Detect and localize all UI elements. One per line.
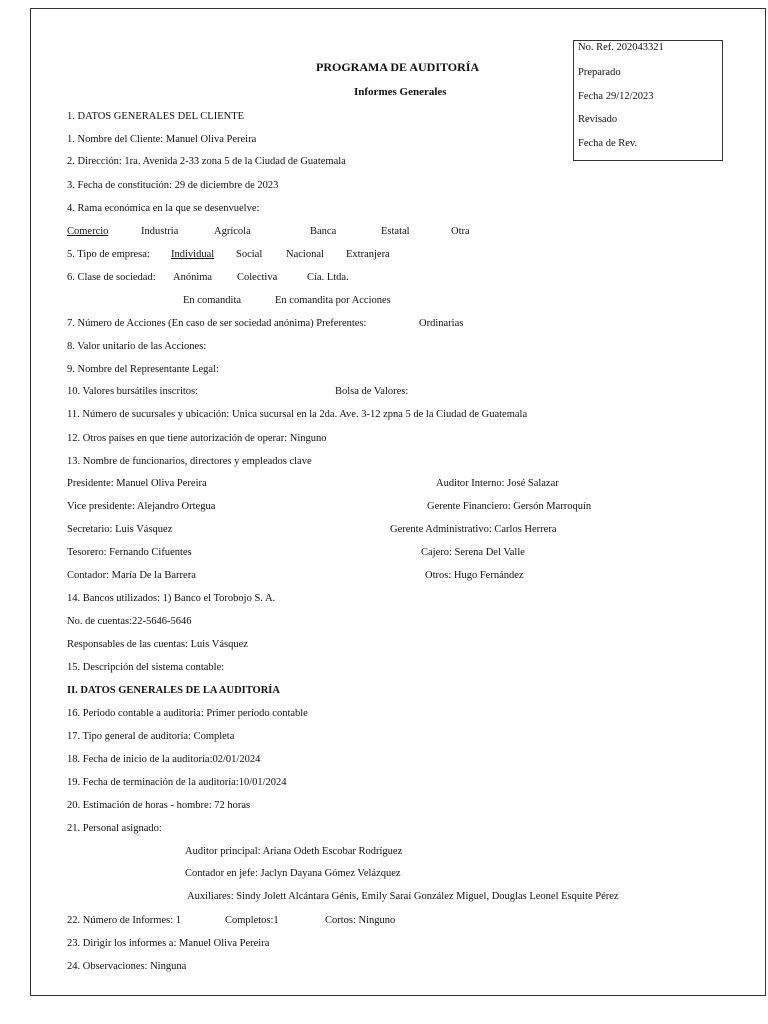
date-label: Fecha 29/12/2023 xyxy=(578,91,654,102)
client-name-line: 1. Nombre del Cliente: Manuel Oliva Pereira xyxy=(67,134,257,145)
shares-ordinary: Ordinarias xyxy=(419,318,464,329)
staff-cashier: Cajero: Serena Del Valle xyxy=(421,547,525,558)
securities-line: 10. Valores bursátiles inscritos: xyxy=(67,386,199,397)
complete-reports: Completos:1 xyxy=(225,915,279,926)
other-countries-line: 12. Otros países en que tiene autorización de operar: Ninguno xyxy=(67,433,327,444)
account-holders-line: Responsables de las cuentas: Luis Vásquez xyxy=(67,639,248,650)
man-hours-line: 20. Estimación de horas - hombre: 72 horas xyxy=(67,800,251,811)
audit-end-line: 19. Fecha de terminación de la auditoría:10/01/2024 xyxy=(67,777,287,788)
short-reports: Cortos: Ninguno xyxy=(325,915,396,926)
banks-line: 14. Bancos utilizados: 1) Banco el Torobojo S. A. xyxy=(67,593,276,604)
stock-exchange-label: Bolsa de Valores: xyxy=(335,386,409,397)
share-value-line: 8. Valor unitario de las Acciones: xyxy=(67,341,207,352)
chief-accountant-line: Contador en jefe: Jaclyn Dayana Gómez Velázquez xyxy=(185,868,401,879)
audit-period-line: 16. Periodo contable a auditoria: Primer período contable xyxy=(67,708,308,719)
branch-option-state: Estatal xyxy=(381,226,410,237)
staff-secretary: Secretario: Luis Vásquez xyxy=(67,524,173,535)
document-subtitle: Informes Generales xyxy=(354,86,447,98)
reference-number: No. Ref. 202043321 xyxy=(578,42,664,53)
staff-accountant: Contador: María De la Barrera xyxy=(67,570,196,581)
observations-line: 24. Observaciones: Ninguna xyxy=(67,961,187,972)
branch-option-banking: Banca xyxy=(310,226,337,237)
branch-option-agriculture: Agrícola xyxy=(214,226,251,237)
company-type-label: 5. Tipo de empresa: xyxy=(67,249,150,260)
section-2-heading: II. DATOS GENERALES DE LA AUDITORÍA xyxy=(67,685,280,696)
staff-admin-manager: Gerente Administrativo: Carlos Herrera xyxy=(390,524,557,535)
staff-president: Presidente: Manuel Oliva Pereira xyxy=(67,478,207,489)
address-line: 2. Dirección: 1ra. Avenida 2-33 zona 5 de la Ciudad de Guatemala xyxy=(67,156,346,167)
company-class-collective: Colectiva xyxy=(237,272,278,283)
reports-count-line: 22. Número de Informes: 1 xyxy=(67,915,182,926)
prepared-label: Preparado xyxy=(578,67,621,78)
audit-type-line: 17. Tipo general de auditoría: Completa xyxy=(67,731,235,742)
section-1-heading: 1. DATOS GENERALES DEL CLIENTE xyxy=(67,111,245,122)
staff-internal-auditor: Auditor Interno: José Salazar xyxy=(436,478,559,489)
review-date-label: Fecha de Rev. xyxy=(578,138,638,149)
document-title: PROGRAMA DE AUDITORÍA xyxy=(316,60,480,74)
branch-option-industry: Industria xyxy=(141,226,179,237)
company-class-share-partnership: En comandita por Acciones xyxy=(275,295,391,306)
staff-others: Otros: Hugo Fernández xyxy=(425,570,524,581)
branch-option-other: Otra xyxy=(451,226,470,237)
assistants-line: Auxiliares: Sindy Jolett Alcántara Génis, Emily Saraí González Miguel, Douglas Leonel Esquite Pérez xyxy=(187,891,619,902)
legal-rep-line: 9. Nombre del Representante Legal: xyxy=(67,364,219,375)
assigned-staff-line: 21. Personal asignado: xyxy=(67,823,162,834)
company-class-ltda: Cía. Ltda. xyxy=(307,272,349,283)
branches-line: 11. Número de sucursales y ubicación: Unica sucursal en la 2da. Ave. 3-12 zpna 5 de la Ciudad de Guatemala xyxy=(67,409,528,420)
principal-auditor-line: Auditor principal: Ariana Odeth Escobar Rodríguez xyxy=(185,846,403,857)
company-class-anonymous: Anónima xyxy=(173,272,213,283)
accounting-system-line: 15. Descripción del sistema contable: xyxy=(67,662,225,673)
reviewed-label: Revisado xyxy=(578,114,618,125)
company-class-limited-partnership: En comandita xyxy=(183,295,242,306)
staff-treasurer: Tesorero: Fernando Cifuentes xyxy=(67,547,192,558)
key-personnel-heading: 13. Nombre de funcionarios, directores y empleados clave xyxy=(67,456,312,467)
constitution-date-line: 3. Fecha de constitución: 29 de diciembre de 2023 xyxy=(67,180,279,191)
company-type-national: Nacional xyxy=(286,249,324,260)
company-type-social: Social xyxy=(236,249,263,260)
branch-option-commerce: Comercio xyxy=(67,226,109,237)
shares-line: 7. Número de Acciones (En caso de ser sociedad anónima) Preferentes: xyxy=(67,318,367,329)
economic-branch-line: 4. Rama económica en la que se desenvuelve: xyxy=(67,203,260,214)
audit-start-line: 18. Fecha de inicio de la auditoría:02/01/2024 xyxy=(67,754,261,765)
staff-vice-president: Vice presidente: Alejandro Ortegua xyxy=(67,501,216,512)
staff-financial-manager: Gerente Financiero: Gersón Marroquín xyxy=(427,501,592,512)
company-type-individual: Individual xyxy=(171,249,215,260)
accounts-line: No. de cuentas:22-5646-5646 xyxy=(67,616,192,627)
reports-recipient-line: 23. Dirigir los informes a: Manuel Oliva Pereira xyxy=(67,938,270,949)
company-class-label: 6. Clase de sociedad: xyxy=(67,272,156,283)
company-type-foreign: Extranjera xyxy=(346,249,390,260)
